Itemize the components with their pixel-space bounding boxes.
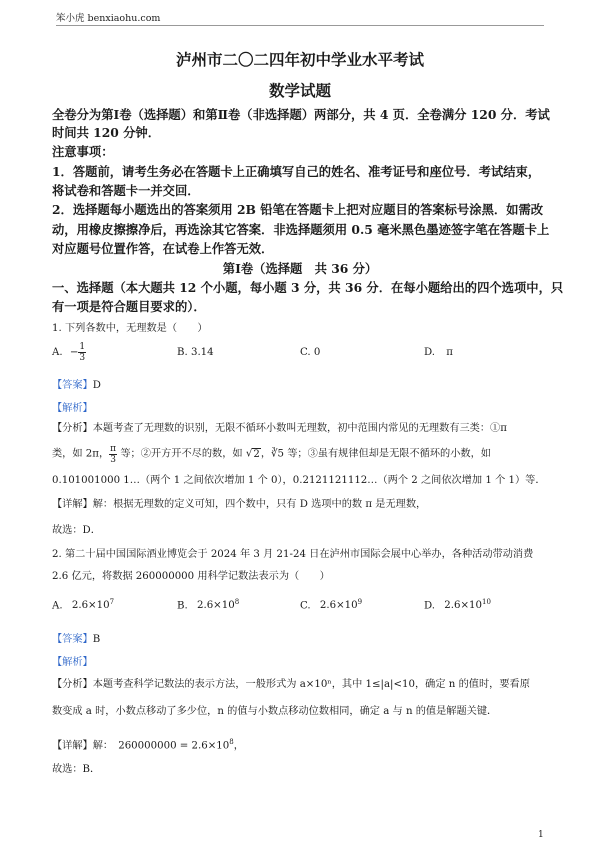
- q2-option-d-base: 2.6×10: [444, 600, 482, 612]
- q2-option-b-base: 2.6×10: [196, 600, 235, 612]
- q2-option-a-exp: 7: [109, 598, 115, 606]
- q1-conclusion: 故选：D．: [52, 525, 101, 536]
- q1-analysis-tag: 【解析】: [52, 403, 93, 414]
- q2-fenxi-text-1: 本题考查科学记数法的表示方法，一般形式为 a×10ⁿ，其中 1≤|a|<10，确定 n 的值时，要看原: [92, 679, 530, 690]
- q2-option-b-exp: 8: [234, 598, 240, 606]
- q1-fenxi-sqrt-value: 2: [253, 448, 260, 460]
- q2-option-b: [177, 598, 239, 611]
- q2-fenxi-line-1: [52, 678, 530, 692]
- note-2-line-2: 动，用橡皮擦擦净后，再选涂其它答案．非选择题须用 0.5 毫米黑色墨迹签字笔在答题卡上: [52, 222, 550, 237]
- q1-option-d-label: D.: [424, 347, 436, 358]
- header-divider: [56, 25, 544, 26]
- q2-option-d-label: D.: [424, 600, 436, 612]
- note-1-line-1: 1．答题前，请考生务必在答题卡上正确填写自己的姓名、准考证号和座位号．考试结束，: [52, 164, 541, 179]
- q2-stem-line-2: 2.6 亿元，将数据 260000000 用科学记数法表示为（ ）: [52, 571, 330, 582]
- q1-option-c: C. 0: [300, 347, 321, 358]
- q2-option-c-label: C.: [300, 600, 311, 612]
- q2-answer-value: B: [92, 634, 101, 645]
- q2-fenxi-line-2: 数变成 a 时，小数点移动了多少位，n 的值与小数点移动位数相同，确定 a 与 n 的值是解题关键．: [52, 706, 498, 717]
- q1-xiangjie-line: [52, 498, 426, 512]
- q1-fenxi-tag: 【分析】: [52, 423, 93, 434]
- q1-answer-tag: 【答案】: [52, 380, 93, 391]
- note-2-line-1: 2．选择题每小题选出的答案须用 2B 铅笔在答题卡上把对应题目的答案标号涂黑．如需改: [52, 202, 544, 217]
- q1-xiangjie-tag: 【详解】: [52, 499, 93, 510]
- q2-option-a: [52, 598, 114, 611]
- q2-xiangjie-tail: ，: [233, 740, 244, 752]
- q2-fenxi-tag: 【分析】: [52, 679, 93, 690]
- part-1-heading: 第Ⅰ卷（选择题 共 36 分）: [222, 261, 378, 276]
- q1-fenxi-text-2c: ，∛5 等；③虽有规律但却是无限不循环的小数，如: [260, 448, 491, 460]
- q1-fenxi-fraction-numerator: π: [110, 444, 117, 454]
- exam-title: 泸州市二〇二四年初中学业水平考试: [175, 50, 424, 69]
- q1-stem: 1. 下列各数中，无理数是（ ）: [52, 323, 208, 334]
- q1-option-d-value: π: [446, 347, 453, 358]
- intro-line-2: 时间共 120 分钟．: [52, 125, 161, 140]
- page-number: 1: [538, 830, 544, 840]
- q2-xiangjie-tag: 【详解】: [52, 740, 93, 752]
- q1-option-a: [52, 342, 86, 363]
- q2-option-c: [300, 598, 362, 611]
- q2-answer-tag: 【答案】: [52, 634, 93, 645]
- q1-option-a-label: A.: [52, 347, 63, 358]
- q2-option-d: [424, 598, 491, 611]
- q1-fenxi-text-2a: 类，如 2π，: [52, 448, 110, 460]
- q2-option-c-exp: 9: [357, 598, 363, 606]
- q2-stem-line-1: 2. 第二十届中国国际酒业博览会于 2024 年 3 月 21-24 日在泸州市国际会展中心举办，各种活动带动消费: [52, 549, 534, 560]
- q2-xiangjie-exp: 8: [229, 738, 234, 746]
- q2-option-d-exp: 10: [482, 598, 491, 606]
- q2-xiangjie-line: [52, 735, 244, 753]
- q1-xiangjie-text: 解：根据无理数的定义可知，四个数中，只有 D 选项中的数 π 是无理数，: [92, 499, 427, 510]
- q1-option-a-fraction: [78, 342, 86, 363]
- q1-option-b: B. 3.14: [177, 347, 214, 358]
- q1-option-a-denominator: 3: [79, 353, 86, 363]
- q2-option-a-base: 2.6×10: [71, 600, 110, 612]
- q1-fenxi-line-2: [52, 444, 491, 465]
- section-1-line-1: 一、选择题（本大题共 12 个小题，每小题 3 分，共 36 分．在每小题给出的四个选项中，只: [52, 280, 564, 295]
- q1-fenxi-sqrt: √2: [245, 448, 260, 460]
- intro-line-1: 全卷分为第Ⅰ卷（选择题）和第Ⅱ卷（非选择题）两部分，共 4 页．全卷满分 120 分．考试: [52, 107, 550, 122]
- q1-fenxi-line-3: 0.101001000 1…（两个 1 之间依次增加 1 个 0），0.2121121112…（两个 2 之间依次增加 1 个 1）等．: [52, 475, 546, 486]
- q1-fenxi-fraction-denominator: 3: [110, 455, 116, 465]
- q1-answer-value: D: [92, 380, 101, 391]
- note-2-line-3: 对应题号位置作答，在试卷上作答无效．: [52, 241, 274, 256]
- q1-fenxi-line-1: [52, 422, 507, 436]
- note-1-line-2: 将试卷和答题卡一并交回．: [52, 183, 200, 198]
- q1-answer-row: [52, 373, 101, 393]
- q1-option-d: [424, 347, 453, 358]
- q1-fenxi-text-1: 本题考查了无理数的识别，无限不循环小数叫无理数，初中范围内常见的无理数有三类：①π: [92, 423, 507, 434]
- section-1-line-2: 有一项是符合题目要求的）．: [52, 299, 206, 314]
- q2-analysis-tag: 【解析】: [52, 657, 93, 668]
- q2-option-c-base: 2.6×10: [319, 600, 358, 612]
- q1-fenxi-fraction: [109, 444, 117, 465]
- q2-conclusion: 故选：B．: [52, 764, 101, 775]
- exam-subtitle: 数学试题: [268, 81, 331, 100]
- q2-option-b-label: B.: [177, 600, 188, 612]
- q2-option-a-label: A.: [52, 600, 63, 612]
- q1-option-a-minus: −: [69, 347, 79, 358]
- q1-fenxi-text-2b: 等；②开方开不尽的数，如: [117, 448, 246, 460]
- q2-answer-row: [52, 627, 100, 647]
- q2-xiangjie-text: 解： 260000000 = 2.6×10: [92, 740, 230, 752]
- q1-option-a-numerator: 1: [79, 342, 86, 352]
- site-header: 笨小虎 benxiaohu.com: [56, 13, 161, 24]
- notes-heading: 注意事项：: [52, 144, 114, 159]
